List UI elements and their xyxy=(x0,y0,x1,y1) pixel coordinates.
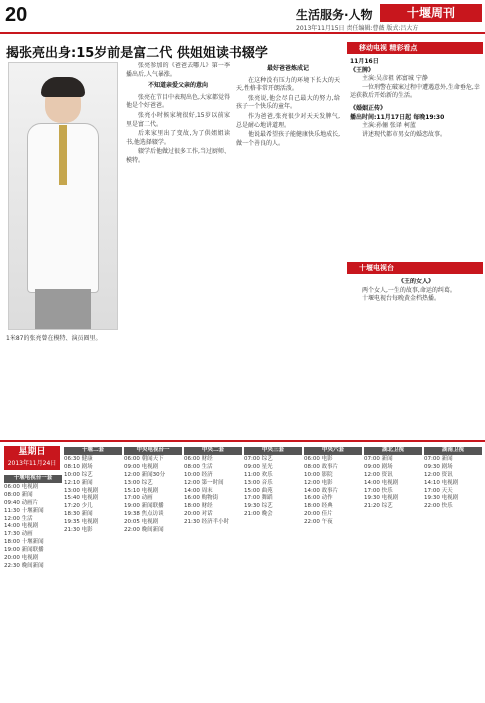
listing-item: 07:00 新闻 xyxy=(364,455,393,462)
listing-item: 19:30 电视剧 xyxy=(424,495,459,502)
listing-item: 07:00 新闻 xyxy=(424,455,453,462)
listing-item: 12:00 生活 xyxy=(4,515,33,522)
tv-listing xyxy=(0,440,485,703)
listing-item: 17:20 少儿 xyxy=(64,503,93,510)
listing-item: 17:00 动画 xyxy=(124,495,153,502)
day-date: 2013年11月24日 xyxy=(7,460,57,467)
portrait-photo xyxy=(8,62,118,330)
listing-item: 19:00 新闻联播 xyxy=(124,503,164,510)
paragraph: 主演:孙俪 张译 柯蓝 xyxy=(362,122,416,130)
channel-name: 十堰电视台一套 xyxy=(4,475,62,483)
mobile-tv-header: 移动电视 精彩看点 xyxy=(347,42,483,54)
program-title: 《王牌》 xyxy=(350,66,375,74)
listing-item: 06:30 健康 xyxy=(64,455,93,462)
header-rule xyxy=(0,32,485,34)
listing-item: 10:00 综艺 xyxy=(64,471,93,478)
listing-item: 12:00 电影 xyxy=(304,479,333,486)
listing-item: 14:00 电视剧 xyxy=(364,479,399,486)
paragraph: 十堰电视台每晚黄金档热播。 xyxy=(362,295,441,303)
listing-item: 13:00 综艺 xyxy=(124,479,153,486)
issue-line: 2013年11月15日 责任编辑:曹薇 版式:吕大方 xyxy=(296,25,419,32)
photo-caption: 1米87的张亮曾在模特、演员圈里。 xyxy=(6,335,102,342)
listing-item: 08:10 剧场 xyxy=(64,463,93,470)
listing-item: 12:00 资讯 xyxy=(424,471,453,478)
paragraph: 主演:吴彦祖 郭富城 宁静 xyxy=(362,75,428,83)
listing-item: 21:30 经济半小时 xyxy=(184,519,230,526)
listing-item: 16:00 购物街 xyxy=(184,495,219,502)
listing-item: 10:00 经济 xyxy=(184,471,213,478)
listing-item: 18:00 财经 xyxy=(184,503,213,510)
photo-legs xyxy=(35,289,91,329)
brand-banner: 十堰周刊 xyxy=(380,4,482,22)
channel-column xyxy=(124,446,182,535)
listing-item: 06:00 电影 xyxy=(304,455,333,462)
listing-item: 15:00 曲苑 xyxy=(244,487,273,494)
paragraph: 张亮在节目中表现出色,大家都觉得他是个好爸爸。 xyxy=(126,93,230,110)
day-box xyxy=(4,446,60,470)
subhead: 不知道亲爱父亲的意向 xyxy=(147,82,208,90)
cable-tv-header: 十堰电视台 xyxy=(347,262,483,274)
channel-column xyxy=(184,446,242,527)
listing-item: 14:00 故事片 xyxy=(304,487,339,494)
listing-item: 12:10 新闻 xyxy=(64,479,93,486)
listing-item: 22:30 晚间新闻 xyxy=(4,562,44,569)
listing-item: 17:00 舞蹈 xyxy=(244,495,273,502)
channel-column xyxy=(4,474,62,571)
listing-item: 20:00 佳片 xyxy=(304,511,333,518)
listing-item: 19:30 综艺 xyxy=(244,503,273,510)
program-title: 《王的女人》 xyxy=(397,278,434,285)
mobile-tv-text xyxy=(350,58,482,254)
listing-item: 19:00 新闻联播 xyxy=(4,547,44,554)
listing-item: 18:00 经典 xyxy=(304,503,333,510)
listing-item: 17:00 天天 xyxy=(424,487,453,494)
subhead: 最好爸爸炼成记 xyxy=(266,65,309,72)
listing-item: 12:00 资讯 xyxy=(364,471,393,478)
listing-item: 12:00 新闻30分 xyxy=(124,471,166,478)
channel-column xyxy=(64,446,122,535)
listing-item: 11:00 欢乐 xyxy=(244,471,273,478)
listing-item: 20:00 电视剧 xyxy=(4,555,39,562)
listing-item: 20:00 对话 xyxy=(184,511,213,518)
program-title: 《婚姻正传》 xyxy=(350,104,387,112)
paragraph: 在这种没有压力的环境下长大的天天,性格非常开朗活泼。 xyxy=(236,76,340,93)
listing-item: 18:30 新闻 xyxy=(64,511,93,518)
listing-item: 21:20 综艺 xyxy=(364,503,393,510)
date: 播出时间:11月17日起 每晚19:30 xyxy=(350,113,445,121)
listing-item: 19:35 电视剧 xyxy=(64,519,99,526)
listing-item: 14:00 电视剧 xyxy=(4,523,39,530)
channel-column xyxy=(304,446,362,527)
page-header xyxy=(0,0,485,34)
listing-item: 07:00 综艺 xyxy=(244,455,273,462)
paragraph: 他说最希望孩子能健康快乐地成长,做一个善良的人。 xyxy=(236,131,340,147)
listing-item: 09:30 剧场 xyxy=(424,463,453,470)
listing-item: 17:30 动画 xyxy=(4,531,33,538)
listing-item: 08:00 故事片 xyxy=(304,463,339,470)
channel-name: 中央电视台一 xyxy=(124,447,182,455)
listing-item: 13:00 电视剧 xyxy=(64,487,99,494)
listing-item: 09:00 剧场 xyxy=(364,463,393,470)
listing-item: 19:30 电视剧 xyxy=(364,495,399,502)
cable-tv-text xyxy=(350,278,482,434)
day-label: 星期日 xyxy=(18,447,46,457)
channel-column xyxy=(244,446,302,519)
listing-item: 06:00 朝闻天下 xyxy=(124,455,164,462)
photo-tie xyxy=(59,125,67,185)
listing-item: 09:00 电视剧 xyxy=(124,463,159,470)
paragraph: 张亮小时候家境很好,15岁以前家里是富二代。 xyxy=(126,111,230,128)
listing-item: 14:10 电视剧 xyxy=(424,479,459,486)
paragraph: 一位刑警在破案过程中遭遇意外,生命垂危,幸运获救后开始新的生活。 xyxy=(350,83,480,100)
listing-item: 10:00 影院 xyxy=(304,471,333,478)
channel-name: 十堰二套 xyxy=(64,447,122,455)
paragraph: 讲述现代都市男女的婚恋故事。 xyxy=(362,130,447,138)
photo-hair xyxy=(41,77,85,97)
channel-name: 中央二套 xyxy=(184,447,242,455)
listing-item: 08:00 新闻 xyxy=(4,491,33,498)
listing-item: 11:30 十堰新闻 xyxy=(4,507,44,514)
paragraph: 张亮参加的《爸爸去哪儿》第一季播出后,人气暴涨。 xyxy=(126,62,230,78)
listing-item: 18:00 十堰新闻 xyxy=(4,539,44,546)
listing-item: 21:30 电影 xyxy=(64,527,93,534)
listing-item: 06:00 电视剧 xyxy=(4,483,39,490)
listing-item: 22:00 午夜 xyxy=(304,519,333,526)
channel-column xyxy=(424,446,482,511)
paragraph: 作为爸爸,张亮很少对天天发脾气,总是耐心地讲道理。 xyxy=(236,112,340,129)
listing-item: 20:05 电视剧 xyxy=(124,519,159,526)
article-column-b xyxy=(236,62,340,434)
listing-item: 14:00 周末 xyxy=(184,487,213,494)
date: 11月16日 xyxy=(350,58,379,65)
listing-item: 12:00 第一时间 xyxy=(184,479,224,486)
article-column-a xyxy=(126,62,230,434)
listing-item: 09:00 星光 xyxy=(244,463,273,470)
paragraph: 两个女人,一生的故事,命运的纠葛。 xyxy=(362,286,456,294)
channel-name: 湖北卫视 xyxy=(364,447,422,455)
listing-item: 08:00 生活 xyxy=(184,463,213,470)
listing-item: 21:00 晚会 xyxy=(244,511,273,518)
listing-item: 17:00 快乐 xyxy=(364,487,393,494)
listing-item: 16:00 动作 xyxy=(304,495,333,502)
listing-item: 19:38 焦点访谈 xyxy=(124,511,164,518)
article-headline: 揭张亮出身:15岁前是富二代 供姐姐读书辍学 xyxy=(6,46,268,61)
listing-item: 22:00 晚间新闻 xyxy=(124,527,164,534)
channel-name: 中央六套 xyxy=(304,447,362,455)
listing-item: 22:00 快乐 xyxy=(424,503,453,510)
listing-item: 13:00 音乐 xyxy=(244,479,273,486)
listing-item: 09:40 动画片 xyxy=(4,499,39,506)
channel-column xyxy=(364,446,422,511)
channel-name: 湖南卫视 xyxy=(424,447,482,455)
section-title: 生活服务·人物 xyxy=(296,8,373,22)
paragraph: 辍学后他做过很多工作,当过厨师、模特。 xyxy=(126,148,230,164)
page-number: 20 xyxy=(5,4,28,26)
paragraph: 后来家里出了变故,为了供姐姐读书,他选择辍学。 xyxy=(126,130,230,146)
listing-item: 15:10 电视剧 xyxy=(124,487,159,494)
listing-item: 15:40 电视剧 xyxy=(64,495,99,502)
listing-item: 06:00 财经 xyxy=(184,455,213,462)
paragraph: 张亮说,他会尽自己最大的努力,给孩子一个快乐的童年。 xyxy=(236,94,340,111)
channel-name: 中央三套 xyxy=(244,447,302,455)
